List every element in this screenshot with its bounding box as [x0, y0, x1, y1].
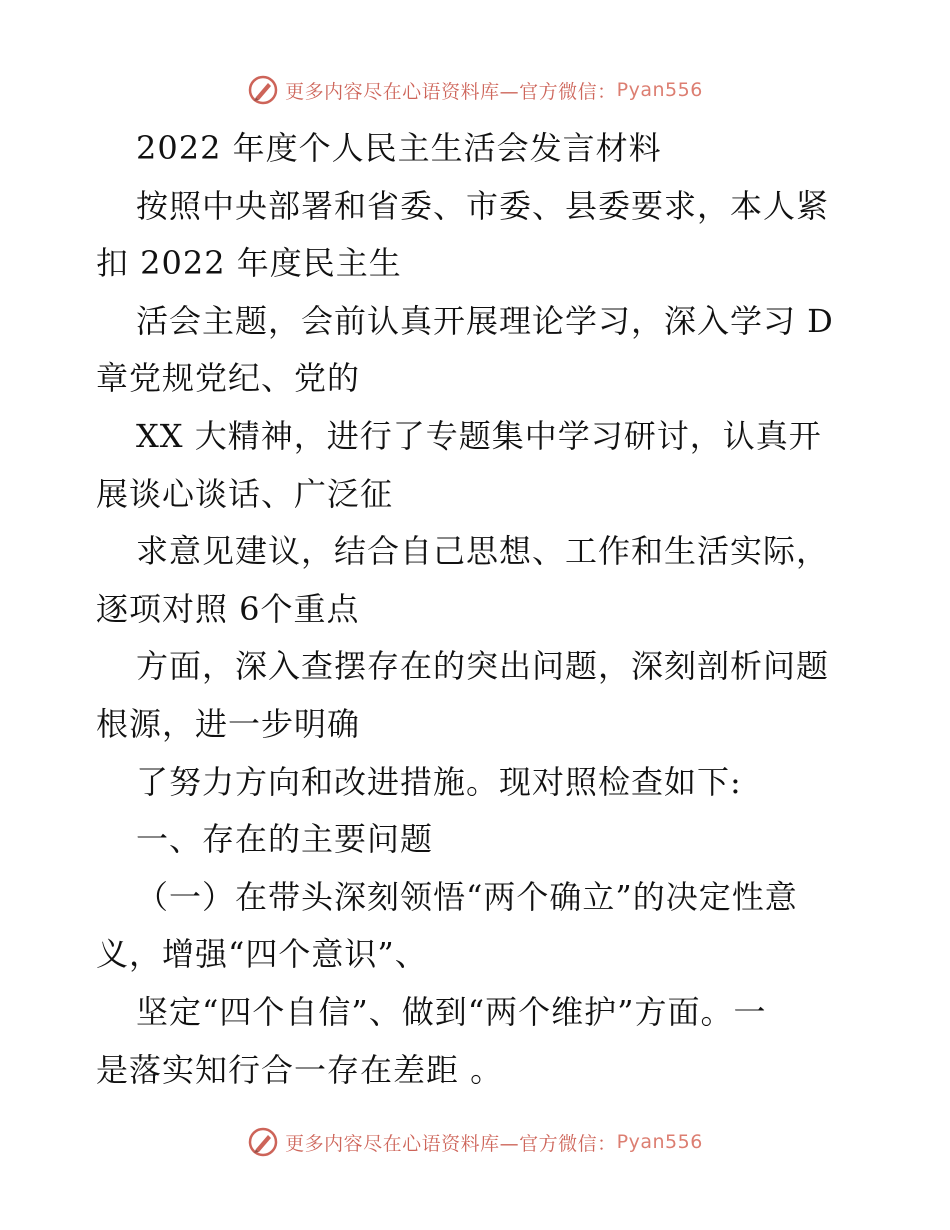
- pen-logo-icon: [247, 74, 279, 106]
- text-line: 按照中央部署和省委、市委、县委要求，本人紧: [136, 186, 830, 225]
- text-line: 逐项对照 6个重点: [96, 589, 360, 628]
- watermark-text: 更多内容尽在心语资料库—官方微信：: [285, 80, 617, 103]
- header-watermark: [0, 74, 950, 106]
- text-line: 坚定“四个自信”、做到“两个维护”方面。一: [136, 992, 767, 1031]
- footer-watermark: [0, 1126, 950, 1158]
- text-line: 了努力方向和改进措施。现对照检查如下:: [136, 762, 742, 801]
- text-line: 章党规党纪、党的: [96, 359, 361, 398]
- watermark-contact: Pyan556: [616, 79, 703, 101]
- text-line: 根源，进一步明确: [96, 704, 361, 743]
- text-line: 扣 2022 年度民主生: [96, 244, 402, 283]
- pen-logo-icon: [247, 1126, 279, 1158]
- watermark-text: 更多内容尽在心语资料库—官方微信：: [285, 1132, 617, 1155]
- document-body: [96, 120, 856, 1099]
- text-line: 展谈心谈话、广泛征: [96, 474, 394, 513]
- text-line: 义，增强“四个意识”、: [96, 935, 428, 974]
- text-line: 方面，深入查摆存在的突出问题，深刻剖析问题: [136, 647, 830, 686]
- section-heading: 一、存在的主要问题: [136, 820, 434, 859]
- document-title: 2022 年度个人民主生活会发言材料: [136, 129, 662, 167]
- text-line: XX 大精神，进行了专题集中学习研讨，认真开: [136, 416, 822, 455]
- subsection-heading: （一）在带头深刻领悟“两个确立”的决定性意: [136, 877, 798, 916]
- text-line: 活会主题，会前认真开展理论学习，深入学习 D: [136, 301, 834, 340]
- text-line: 求意见建议，结合自己思想、工作和生活实际，: [136, 532, 830, 571]
- watermark-contact: Pyan556: [616, 1131, 703, 1153]
- text-line: 是落实知行合一存在差距 。: [96, 1050, 504, 1089]
